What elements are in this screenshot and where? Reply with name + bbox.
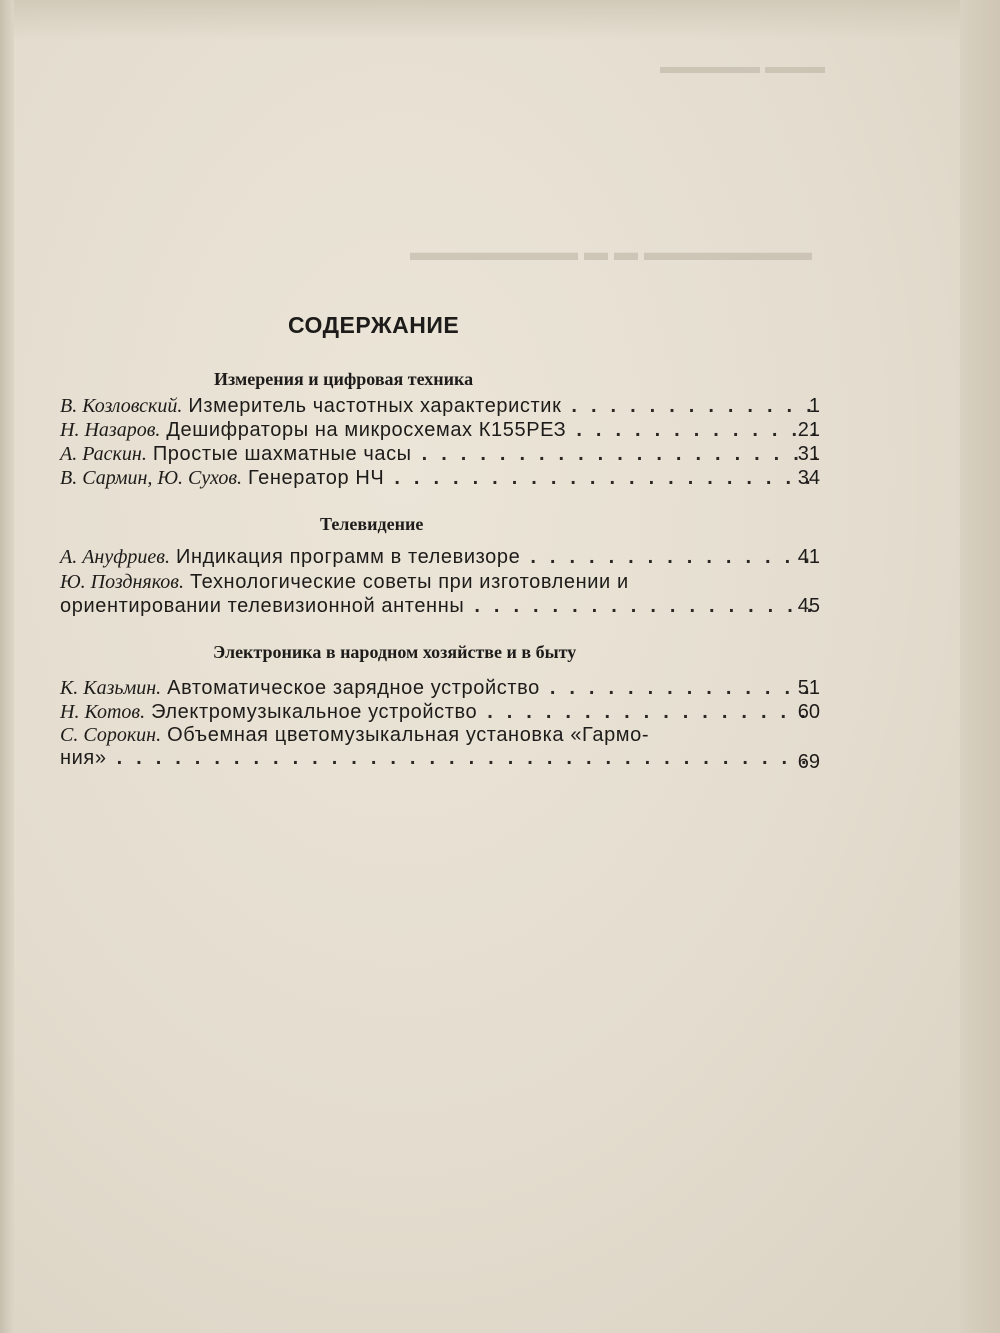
- entry-page-number: 1: [808, 395, 820, 417]
- entry-author: Н. Назаров.: [60, 419, 161, 441]
- entry-page-number: 41: [797, 546, 820, 568]
- entry-title: Простые шахматные часы: [152, 443, 412, 465]
- entry-title: Дешифраторы на микросхемах К155РЕЗ: [166, 419, 567, 441]
- entry-title-continuation: ориентировании телевизионной антенны: [60, 595, 465, 617]
- entry-page-number: 45: [797, 595, 820, 617]
- entry-page-number: 34: [797, 467, 820, 489]
- bleed-through-mark: ▬▬▬▬▬▬▬ ▬ ▬ ▬▬▬▬▬▬▬: [410, 240, 812, 266]
- toc-entry: [60, 395, 820, 421]
- entry-title: Технологические советы при изготовлении и: [189, 571, 629, 593]
- entry-page-number: 21: [797, 419, 820, 441]
- toc-entry-continuation: [60, 595, 820, 621]
- entry-page-number: 31: [797, 443, 820, 465]
- entry-author: А. Раскин.: [60, 443, 147, 465]
- section-title: Телевидение: [320, 514, 424, 534]
- entry-page-number: 51: [797, 677, 820, 699]
- toc-entry: [60, 571, 820, 597]
- entry-title: Индикация программ в телевизоре: [176, 546, 521, 568]
- entry-author: В. Сармин, Ю. Сухов.: [60, 467, 243, 489]
- entry-author: А. Ануфриев.: [60, 546, 170, 568]
- toc-entry: [60, 546, 820, 572]
- entry-page-number: 60: [797, 701, 820, 723]
- entry-author: Н. Котов.: [60, 701, 146, 723]
- toc-entry: [60, 443, 820, 469]
- entry-author: К. Казьмин.: [60, 677, 162, 699]
- section-title: Измерения и цифровая техника: [214, 369, 474, 389]
- entry-title-continuation: ния»: [60, 747, 107, 769]
- toc-title: СОДЕРЖАНИЕ: [288, 312, 460, 338]
- toc-entry: [60, 419, 820, 445]
- toc-entry-continuation: [60, 747, 820, 773]
- entry-page-number: 69: [797, 751, 820, 773]
- toc-entry: [60, 677, 820, 703]
- entry-title: Электромузыкальное устройство: [151, 701, 478, 723]
- leader-dots: [394, 467, 820, 490]
- entry-title: Измеритель частотных характеристик: [188, 395, 562, 417]
- bleed-through-mark: ▬▬▬ ▬▬▬▬▬: [660, 56, 825, 78]
- entry-title: Генератор НЧ: [248, 467, 385, 489]
- leader-dots: [117, 747, 820, 770]
- entry-author: В. Козловский.: [60, 395, 183, 417]
- entry-author: Ю. Поздняков.: [60, 571, 184, 593]
- toc-entry: [60, 467, 820, 493]
- entry-title: Автоматическое зарядное устройство: [167, 677, 540, 699]
- section-title: Электроника в народном хозяйстве и в быту: [213, 642, 577, 662]
- entry-author: С. Сорокин.: [60, 724, 162, 746]
- entry-title: Объемная цветомузыкальная установка «Гармо-: [167, 724, 650, 746]
